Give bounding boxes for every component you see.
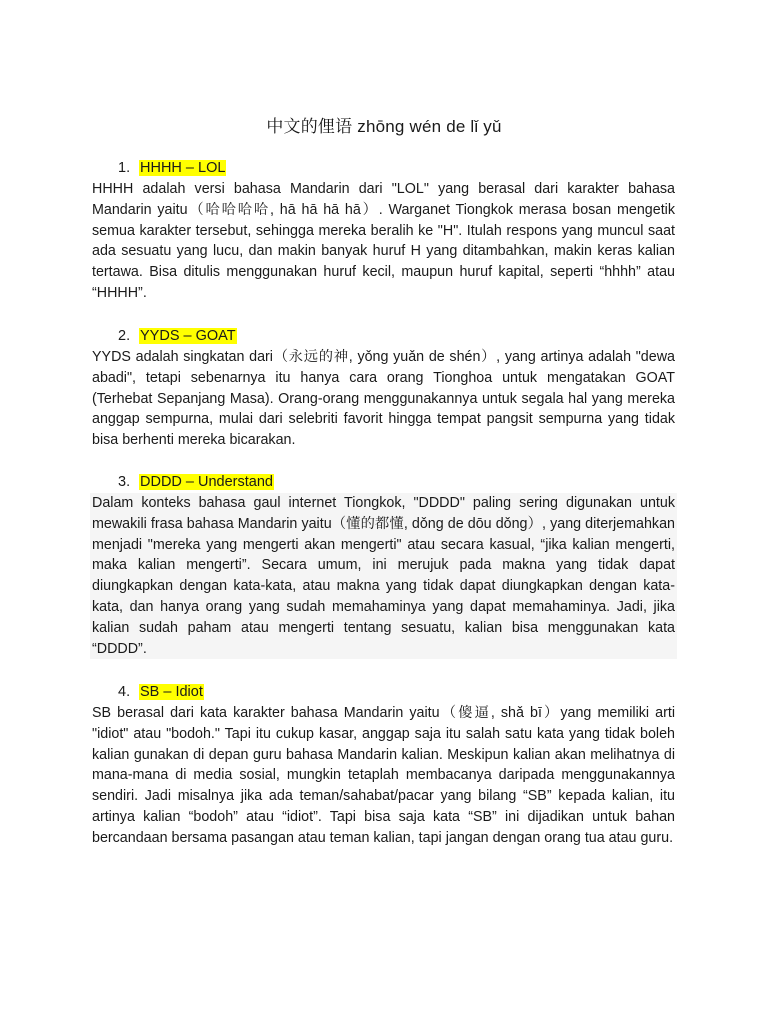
list-number: 1.	[118, 160, 131, 176]
slang-section-hhhh	[92, 158, 675, 304]
section-heading	[118, 682, 675, 703]
highlighted-term: YYDS – GOAT	[140, 328, 236, 344]
list-number: 4.	[118, 684, 131, 700]
highlighted-term: SB – Idiot	[140, 684, 203, 700]
section-body: Dalam konteks bahasa gaul internet Tiongkok, "DDDD" paling sering digunakan untuk mewakili frasa bahasa Mandarin yaitu（懂的都懂, dǒng de dōu dǒng）, yang diterjemahkan menjadi "mereka yang mengerti akan mengerti" atau secara kasual, “jika kalian mengerti, maka kalian mengerti”. Secara umum, ini merujuk pada makna yang tidak dapat diungkapkan dengan kata-kata, atau makna yang tidak dapat diungkapkan dengan kata-kata, dan hanya orang yang sudah memahaminya yang dapat memahaminya. Jadi, jika kalian sudah paham atau mengerti tentang sesuatu, kalian bisa menggunakan kata “DDDD”.	[90, 493, 677, 659]
section-heading	[118, 326, 675, 347]
section-heading	[118, 158, 675, 179]
highlighted-term: HHHH – LOL	[140, 160, 226, 176]
section-body: HHHH adalah versi bahasa Mandarin dari "LOL" yang berasal dari karakter bahasa Mandarin yaitu（哈哈哈哈, hā hā hā hā）. Warganet Tiongkok merasa bosan mengetik semua karakter tersebut, sehingga mereka beralih ke "H". Itulah respons yang muncul saat ada sesuatu yang lucu, dan makin banyak huruf H yang ditambahkan, makin keras kalian tertawa. Bisa ditulis menggunakan huruf kecil, maupun huruf kapital, seperti “hhhh” atau “HHHH”.	[92, 181, 675, 301]
section-body: YYDS adalah singkatan dari（永远的神, yǒng yuǎn de shén）, yang artinya adalah "dewa abadi", tetapi sebenarnya itu hanya cara orang Tionghoa untuk mengatakan GOAT (Terhebat Sepanjang Masa). Orang-orang menggunakannya untuk segala hal yang mereka anggap sempurna, mulai dari selebriti favorit hingga tempat pangsit sempurna yang tidak bisa berhenti mereka bicarakan.	[92, 349, 675, 449]
slang-section-sb	[92, 682, 675, 849]
section-body: SB berasal dari kata karakter bahasa Mandarin yaitu（傻逼, shǎ bī）yang memiliki arti "idiot" atau "bodoh." Tapi itu cukup kasar, anggap saja itu salah satu kata yang tidak boleh kalian gunakan di depan guru bahasa Mandarin kalian. Meskipun kalian akan melihatnya di mana-mana di media sosial, mungkin tetaplah membacanya daripada menggunakannya sendiri. Jadi misalnya jika ada teman/sahabat/pacar yang bilang “SB” kepada kalian, itu artinya kalian “bodoh” atau “idiot”. Tapi bisa saja kata “SB” ini dijadikan untuk bahan bercandaan bersama pasangan atau teman kalian, tapi jangan dengan orang tua atau guru.	[92, 705, 675, 846]
highlighted-term: DDDD – Understand	[140, 474, 273, 490]
section-heading	[118, 472, 675, 493]
page-title: 中文的俚语 zhōng wén de lǐ yǔ	[266, 117, 502, 136]
slang-section-dddd	[92, 472, 675, 659]
list-number: 2.	[118, 328, 131, 344]
slang-section-yyds	[92, 326, 675, 451]
list-number: 3.	[118, 474, 131, 490]
